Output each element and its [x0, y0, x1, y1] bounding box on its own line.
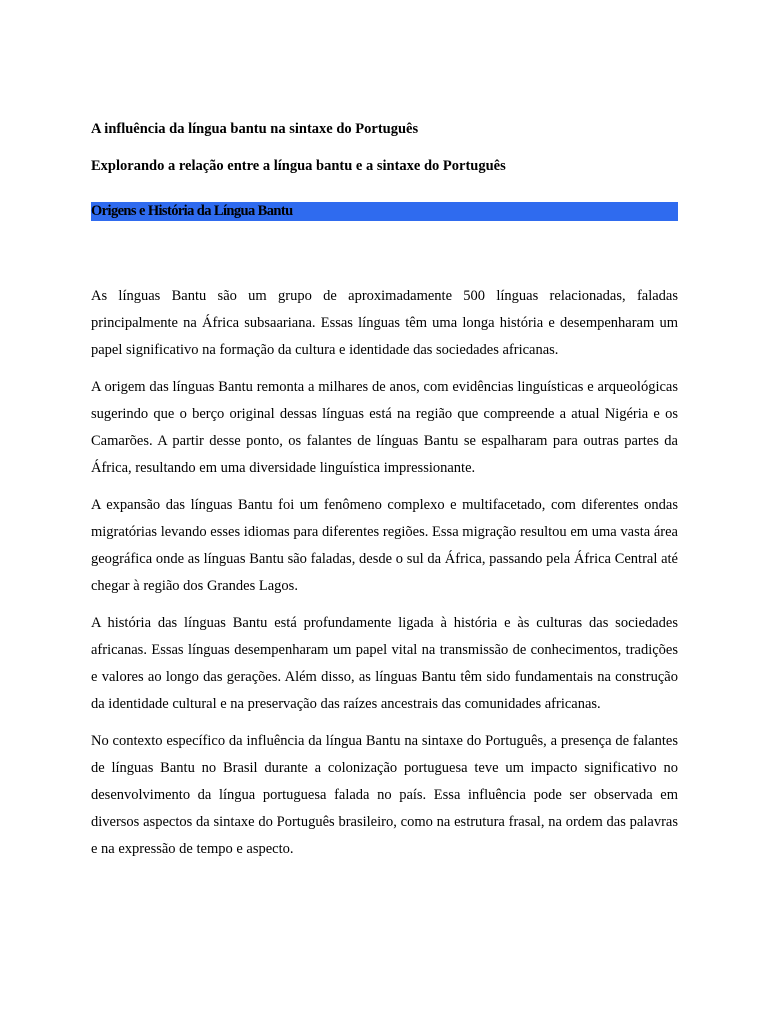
- document-subtitle: Explorando a relação entre a língua bantu e a sintaxe do Português: [91, 158, 506, 174]
- body-paragraph: A origem das línguas Bantu remonta a milhares de anos, com evidências linguísticas e arqueológicas sugerindo que o berço original dessas línguas está na região que compreende a atual Nigéria e os Camarões. A partir desse ponto, os falantes de línguas Bantu se espalharam para outras partes da África, resultando em uma diversidade linguística impressionante.: [91, 379, 678, 476]
- body-paragraph: No contexto específico da influência da língua Bantu na sintaxe do Português, a presença de falantes de línguas Bantu no Brasil durante a colonização portuguesa teve um impacto significativo no desenvolvimento da língua portuguesa falada no país. Essa influência pode ser observada em diversos aspectos da sintaxe do Português brasileiro, como na estrutura frasal, na ordem das palavras e na expressão de tempo e aspecto.: [91, 733, 678, 857]
- document-body: [91, 283, 678, 873]
- document-title: A influência da língua bantu na sintaxe do Português: [91, 121, 419, 137]
- body-paragraph: As línguas Bantu são um grupo de aproximadamente 500 línguas relacionadas, faladas principalmente na África subsaariana. Essas línguas têm uma longa história e desempenharam um papel significativo na formação da cultura e identidade das sociedades africanas.: [91, 288, 678, 358]
- body-paragraph: A expansão das línguas Bantu foi um fenômeno complexo e multifacetado, com diferentes ondas migratórias levando esses idiomas para diferentes regiões. Essa migração resultou em uma vasta área geográfica onde as línguas Bantu são faladas, desde o sul da África, passando pela África Central até chegar à região dos Grandes Lagos.: [91, 497, 678, 594]
- body-paragraph: A história das línguas Bantu está profundamente ligada à história e às culturas das sociedades africanas. Essas línguas desempenharam um papel vital na transmissão de conhecimentos, tradições e valores ao longo das gerações. Além disso, as línguas Bantu têm sido fundamentais na construção da identidade cultural e na preservação das raízes ancestrais das comunidades africanas.: [91, 615, 678, 712]
- section-heading: Origens e História da Língua Bantu: [91, 202, 678, 221]
